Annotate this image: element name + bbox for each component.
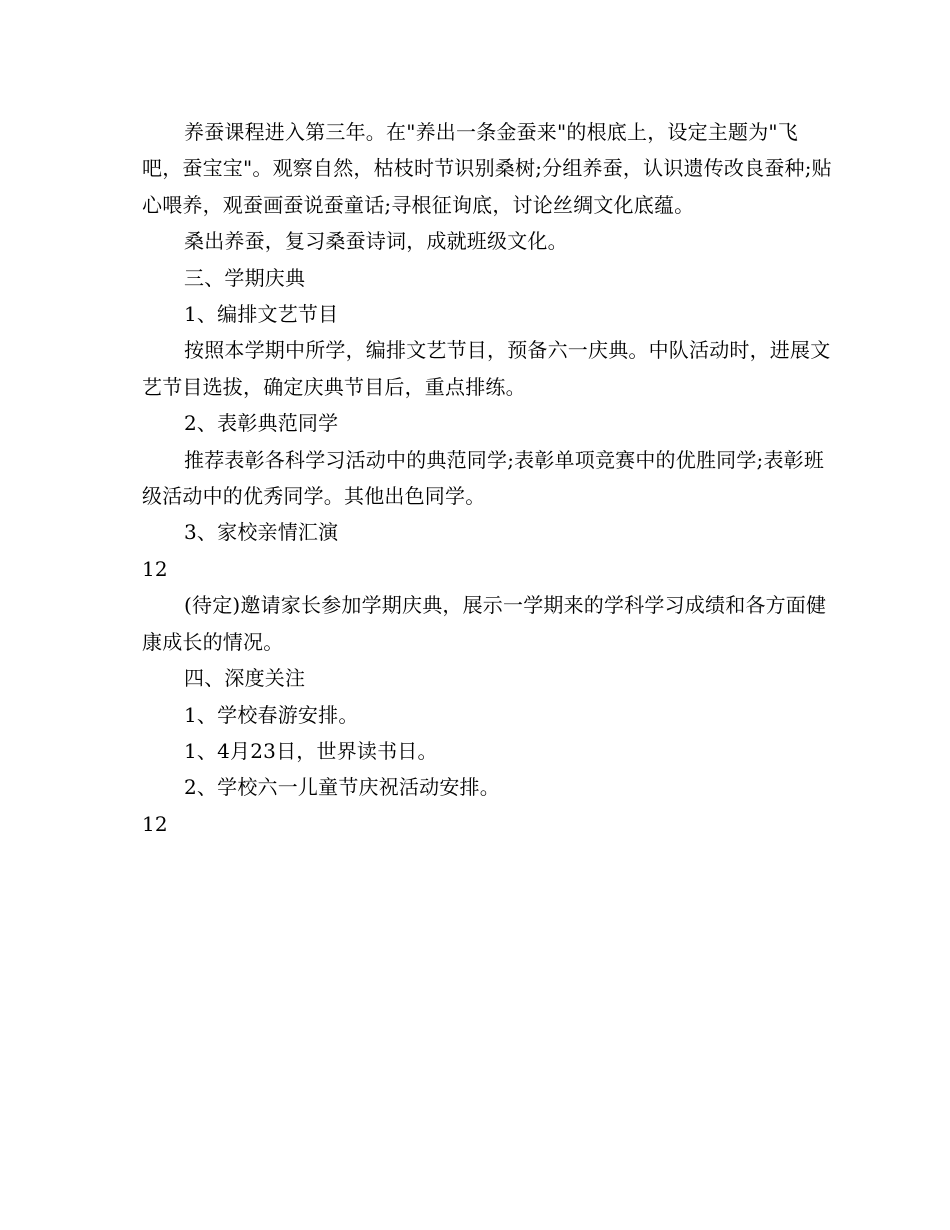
list-item-world-book-day: 1、4月23日，世界读书日。 bbox=[184, 738, 438, 763]
paragraph-silkworm-culture: 桑出养蚕，复习桑蚕诗词，成就班级文化。 bbox=[184, 229, 568, 254]
paragraph-invite-parents: (待定)邀请家长参加学期庆典，展示一学期来的学科学习成绩和各方面健康成长的情况。 bbox=[142, 593, 827, 654]
subheading-commend-students: 2、表彰典范同学 bbox=[184, 411, 339, 436]
paragraph-silkworm-course: 养蚕课程进入第三年。在"养出一条金蚕来"的根底上，设定主题为"飞吧，蚕宝宝"。观察自然，枯枝时节识别桑树;分组养蚕，认识遗传改良蚕种;贴心喂养，观蚕画蚕说蚕童话;寻根征询底，讨论丝绸文化底蕴。 bbox=[142, 120, 832, 217]
heading-deep-attention: 四、深度关注 bbox=[184, 666, 306, 691]
paragraph-arrange-programs: 按照本学期中所学，编排文艺节目，预备六一庆典。中队活动时，进展文艺节目选拔，确定庆典节目后，重点排练。 bbox=[142, 338, 831, 399]
paragraph-commend-students: 推荐表彰各科学习活动中的典范同学;表彰单项竞赛中的优胜同学;表彰班级活动中的优秀同学。其他出色同学。 bbox=[142, 447, 825, 509]
document-body bbox=[142, 114, 834, 842]
list-item-childrens-day: 2、学校六一儿童节庆祝活动安排。 bbox=[184, 775, 500, 800]
page-number-marker: 12 bbox=[142, 556, 168, 581]
subheading-family-performance: 3、家校亲情汇演 bbox=[184, 520, 339, 545]
page-number-marker-bottom: 12 bbox=[142, 811, 168, 836]
subheading-arrange-programs: 1、编排文艺节目 bbox=[184, 302, 339, 327]
list-item-spring-outing: 1、学校春游安排。 bbox=[184, 702, 359, 727]
heading-semester-celebration: 三、学期庆典 bbox=[184, 265, 306, 290]
